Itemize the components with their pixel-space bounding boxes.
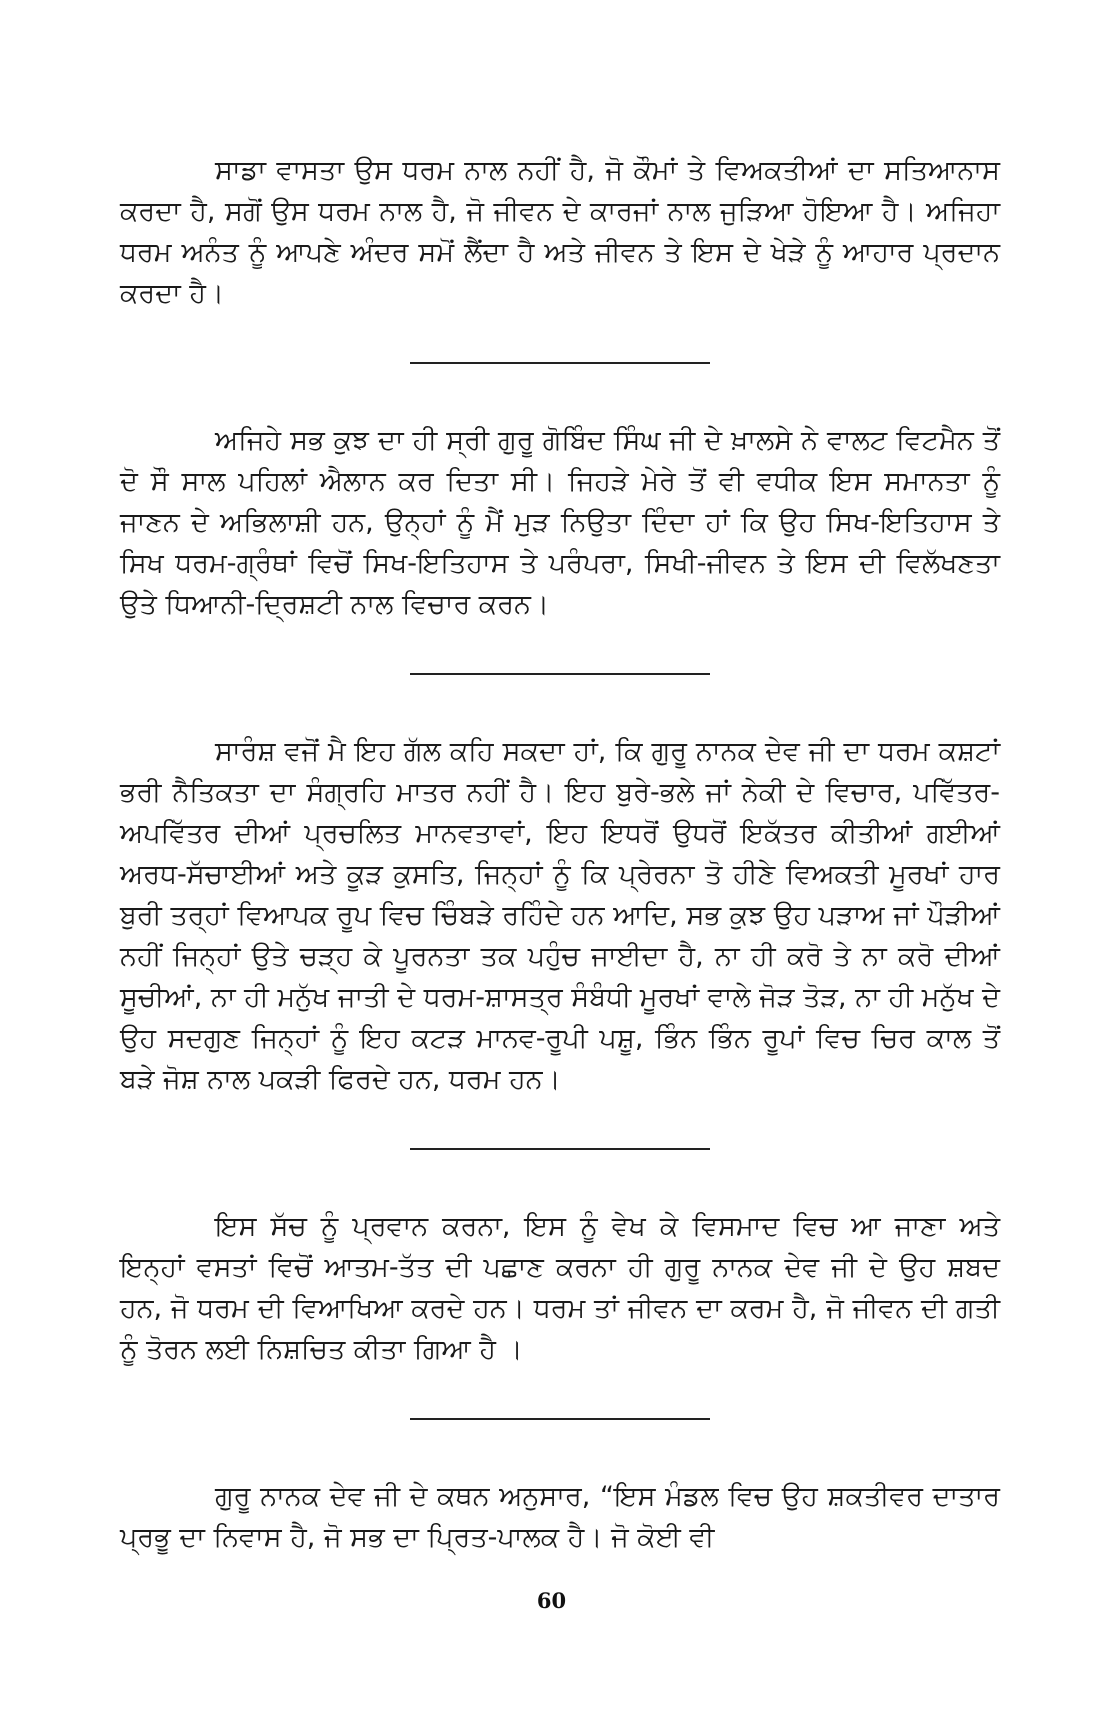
section-divider-4 bbox=[410, 1418, 710, 1420]
paragraph-2: ਅਜਿਹੇ ਸਭ ਕੁਝ ਦਾ ਹੀ ਸ੍ਰੀ ਗੁਰੂ ਗੋਬਿੰਦ ਸਿੰਘ ਜੀ ਦੇ ਖ਼ਾਲਸੇ ਨੇ ਵਾਲਟ ਵਿਟਮੈਨ ਤੋਂ ਦੋ ਸੌ ਸਾਲ ਪਹਿਲਾਂ ਐਲਾਨ ਕਰ ਦਿਤਾ ਸੀ। ਜਿਹੜੇ ਮੇਰੇ ਤੋਂ ਵੀ ਵਧੀਕ ਇਸ ਸਮਾਨਤਾ ਨੂੰ ਜਾਣਨ ਦੇ ਅਭਿਲਾਸ਼ੀ ਹਨ, ਉਨ੍ਹਾਂ ਨੂੰ ਮੈਂ ਮੁੜ ਨਿਉਤਾ ਦਿੰਦਾ ਹਾਂ ਕਿ ਉਹ ਸਿਖ-ਇਤਿਹਾਸ ਤੇ ਸਿਖ ਧਰਮ-ਗ੍ਰੰਥਾਂ ਵਿਚੋਂ ਸਿਖ-ਇਤਿਹਾਸ ਤੇ ਪਰੰਪਰਾ, ਸਿਖੀ-ਜੀਵਨ ਤੇ ਇਸ ਦੀ ਵਿਲੱਖਣਤਾ ਉਤੇ ਧਿਆਨੀ-ਦ੍ਰਿਸ਼ਟੀ ਨਾਲ ਵਿਚਾਰ ਕਰਨ। bbox=[120, 425, 1000, 620]
paragraph-1: ਸਾਡਾ ਵਾਸਤਾ ਉਸ ਧਰਮ ਨਾਲ ਨਹੀਂ ਹੈ, ਜੋ ਕੌਮਾਂ ਤੇ ਵਿਅਕਤੀਆਂ ਦਾ ਸਤਿਆਨਾਸ ਕਰਦਾ ਹੈ, ਸਗੋਂ ਉਸ ਧਰਮ ਨਾਲ ਹੈ, ਜੋ ਜੀਵਨ ਦੇ ਕਾਰਜਾਂ ਨਾਲ ਜੁੜਿਆ ਹੋਇਆ ਹੈ। ਅਜਿਹਾ ਧਰਮ ਅਨੰਤ ਨੂੰ ਆਪਣੇ ਅੰਦਰ ਸਮੋਂ ਲੈਂਦਾ ਹੈ ਅਤੇ ਜੀਵਨ ਤੇ ਇਸ ਦੇ ਖੇੜੇ ਨੂੰ ਆਹਾਰ ਪ੍ਰਦਾਨ ਕਰਦਾ ਹੈ। bbox=[120, 155, 1000, 309]
section-divider-3 bbox=[410, 1148, 710, 1150]
page-body bbox=[120, 150, 1000, 1558]
paragraph-5: ਗੁਰੂ ਨਾਨਕ ਦੇਵ ਜੀ ਦੇ ਕਥਨ ਅਨੁਸਾਰ, “ਇਸ ਮੰਡਲ ਵਿਚ ਉਹ ਸ਼ਕਤੀਵਰ ਦਾਤਾਰ ਪ੍ਰਭੂ ਦਾ ਨਿਵਾਸ ਹੈ, ਜੋ ਸਭ ਦਾ ਪ੍ਰਿਤ-ਪਾਲਕ ਹੈ। ਜੋ ਕੋਈ ਵੀ bbox=[120, 1481, 1000, 1553]
section-divider-2 bbox=[410, 673, 710, 675]
page-number: 60 bbox=[536, 1588, 567, 1613]
section-divider-1 bbox=[410, 362, 710, 364]
paragraph-3: ਸਾਰੰਸ਼ ਵਜੋਂ ਮੈ ਇਹ ਗੱਲ ਕਹਿ ਸਕਦਾ ਹਾਂ, ਕਿ ਗੁਰੂ ਨਾਨਕ ਦੇਵ ਜੀ ਦਾ ਧਰਮ ਕਸ਼ਟਾਂ ਭਰੀ ਨੈਤਿਕਤਾ ਦਾ ਸੰਗ੍ਰਹਿ ਮਾਤਰ ਨਹੀਂ ਹੈ। ਇਹ ਬੁਰੇ-ਭਲੇ ਜਾਂ ਨੇਕੀ ਦੇ ਵਿਚਾਰ, ਪਵਿੱਤਰ-ਅਪਵਿੱਤਰ ਦੀਆਂ ਪ੍ਰਚਲਿਤ ਮਾਨਵਤਾਵਾਂ, ਇਹ ਇਧਰੋਂ ਉਧਰੋਂ ਇਕੱਤਰ ਕੀਤੀਆਂ ਗਈਆਂ ਅਰਧ-ਸੱਚਾਈਆਂ ਅਤੇ ਕੂੜ ਕੁਸਤਿ, ਜਿਨ੍ਹਾਂ ਨੂੰ ਕਿ ਪ੍ਰੇਰਨਾ ਤੋ ਹੀਣੇ ਵਿਅਕਤੀ ਮੂਰਖਾਂ ਹਾਰ ਬੁਰੀ ਤਰ੍ਹਾਂ ਵਿਆਪਕ ਰੂਪ ਵਿਚ ਚਿੰਬੜੇ ਰਹਿੰਦੇ ਹਨ ਆਦਿ, ਸਭ ਕੁਝ ਉਹ ਪੜਾਅ ਜਾਂ ਪੌੜੀਆਂ ਨਹੀਂ ਜਿਨ੍ਹਾਂ ਉਤੇ ਚੜ੍ਹ ਕੇ ਪੂਰਨਤਾ ਤਕ ਪਹੁੰਚ ਜਾਈਦਾ ਹੈ, ਨਾ ਹੀ ਕਰੋ ਤੇ ਨਾ ਕਰੋ ਦੀਆਂ ਸੂਚੀਆਂ, ਨਾ ਹੀ ਮਨੁੱਖ ਜਾਤੀ ਦੇ ਧਰਮ-ਸ਼ਾਸਤ੍ਰ ਸੰਬੰਧੀ ਮੂਰਖਾਂ ਵਾਲੇ ਜੋੜ ਤੋੜ, ਨਾ ਹੀ ਮਨੁੱਖ ਦੇ ਉਹ ਸਦਗੁਣ ਜਿਨ੍ਹਾਂ ਨੂੰ ਇਹ ਕਟੜ ਮਾਨਵ-ਰੂਪੀ ਪਸ਼ੂ, ਭਿੰਨ ਭਿੰਨ ਰੂਪਾਂ ਵਿਚ ਚਿਰ ਕਾਲ ਤੋਂ ਬੜੇ ਜੋਸ਼ ਨਾਲ ਪਕੜੀ ਫਿਰਦੇ ਹਨ, ਧਰਮ ਹਨ। bbox=[120, 736, 1000, 1095]
paragraph-4: ਇਸ ਸੱਚ ਨੂੰ ਪ੍ਰਵਾਨ ਕਰਨਾ, ਇਸ ਨੂੰ ਵੇਖ ਕੇ ਵਿਸਮਾਦ ਵਿਚ ਆ ਜਾਣਾ ਅਤੇ ਇਨ੍ਹਾਂ ਵਸਤਾਂ ਵਿਚੋਂ ਆਤਮ-ਤੱਤ ਦੀ ਪਛਾਣ ਕਰਨਾ ਹੀ ਗੁਰੂ ਨਾਨਕ ਦੇਵ ਜੀ ਦੇ ਉਹ ਸ਼ਬਦ ਹਨ, ਜੋ ਧਰਮ ਦੀ ਵਿਆਖਿਆ ਕਰਦੇ ਹਨ। ਧਰਮ ਤਾਂ ਜੀਵਨ ਦਾ ਕਰਮ ਹੈ, ਜੋ ਜੀਵਨ ਦੀ ਗਤੀ ਨੂੰ ਤੋਰਨ ਲਈ ਨਿਸ਼ਚਿਤ ਕੀਤਾ ਗਿਆ ਹੈ । bbox=[120, 1211, 1000, 1365]
